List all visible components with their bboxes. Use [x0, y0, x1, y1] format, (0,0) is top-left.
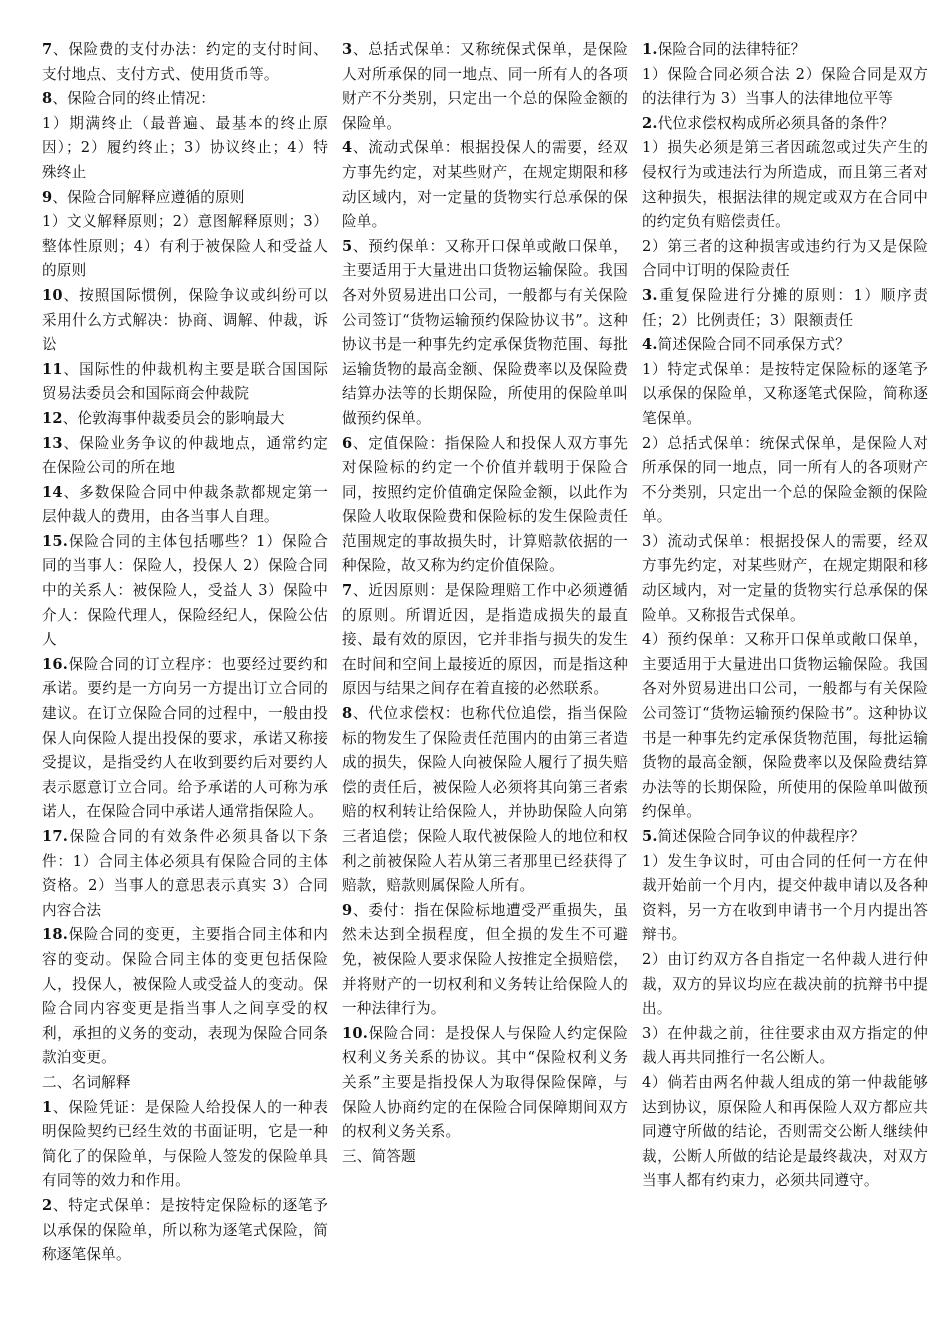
text-column-1	[42, 38, 328, 1324]
paragraph	[42, 186, 328, 211]
paragraph	[642, 850, 928, 948]
paragraph	[42, 284, 328, 358]
item-number: 12	[42, 409, 63, 427]
item-number: 4.	[642, 336, 658, 354]
paragraph-text: 、国际性的仲裁机构主要是联合国国际贸易法委员会和国际商会仲裁院	[42, 360, 328, 403]
paragraph	[42, 358, 328, 407]
paragraph-text: 、流动式保单：根据投保人的需要，经双方事先约定，对某些财产，在规定期限和移动区域内，对一定量的货物实行总承保的保险单。	[342, 139, 628, 231]
paragraph-text: 、多数保险合同中仲裁条款都规定第一层仲裁人的费用，由各当事人自理。	[42, 483, 328, 526]
paragraph	[342, 235, 628, 432]
paragraph	[642, 333, 928, 358]
item-number: 7	[342, 582, 353, 600]
paragraph	[42, 1096, 328, 1194]
item-number: 2.	[642, 114, 658, 132]
paragraph-text: 、委付：指在保险标地遭受严重损失，虽然未达到全损程度，但全损的发生不可避免，被保险人要求保险人按推定全损赔偿，并将财产的一切权利和义务转让给保险人的一种法律行为。	[342, 901, 628, 1018]
paragraph	[42, 923, 328, 1071]
paragraph	[342, 702, 628, 899]
paragraph-text: 三、简答题	[342, 1147, 416, 1165]
item-number: 13	[42, 434, 63, 452]
paragraph-text: 重复保险进行分摊的原则：1）顺序责任；2）比例责任；3）限额责任	[642, 286, 928, 329]
paragraph-text: 、特定式保单：是按特定保险标的逐笔予以承保的保险单，所以称为逐笔式保险，简称逐笔保单。	[42, 1196, 328, 1264]
item-number: 11	[42, 360, 63, 378]
paragraph-text: 简述保险合同不同承保方式？	[657, 336, 850, 354]
paragraph	[642, 136, 928, 234]
paragraph	[42, 407, 328, 432]
paragraph	[342, 579, 628, 702]
paragraph	[642, 1071, 928, 1194]
paragraph-text: 3）流动式保单：根据投保人的需要，经双方事先约定，对某些财产，在规定期限和移动区域内，对一定量的货物实行总承保的保险单。又称报告式保单。	[642, 532, 928, 624]
paragraph-text: 2）第三者的这种损害或违约行为又是保险合同中订明的保险责任	[642, 237, 928, 280]
paragraph-text: 、预约保单：又称开口保单或敞口保单，主要适用于大量进出口货物运输保险。我国各对外贸易进出口公司，一般都与有关保险公司签订“货物运输预约保险协议书”。这种协议书是一种事先约定承保货物范围、每批运输货物的最高金额、保险费率以及保险费结算办法等的长期保险，所使用的保险单叫做预约保单。	[342, 237, 628, 427]
paragraph	[642, 432, 928, 530]
item-number: 10.	[342, 1024, 368, 1042]
item-number: 1.	[642, 41, 658, 58]
item-number: 9	[342, 901, 353, 919]
paragraph-text: 代位求偿权构成所必须具备的条件？	[657, 114, 895, 132]
item-number: 18.	[42, 926, 68, 944]
paragraph	[42, 481, 328, 530]
item-number: 5	[342, 237, 353, 255]
paragraph-text: 保险合同的变更，主要指合同主体和内容的变动。保险合同主体的变更包括保险人，投保人，被保险人或受益人的变动。保险合同内容变更是指当事人之间享受的权利，承担的义务的变动，表现为保险合同条款泊变更。	[42, 926, 328, 1067]
item-number: 7	[42, 41, 53, 58]
paragraph-text: 、按照国际惯例，保险争议或纠纷可以采用什么方式解决：协商、调解、仲裁，诉讼	[42, 286, 328, 354]
paragraph	[642, 284, 928, 333]
paragraph	[642, 38, 928, 63]
paragraph-text: 二、名词解释	[42, 1073, 131, 1091]
paragraph-text: 3）在仲裁之前，往往要求由双方指定的仲裁人再共同推行一名公断人。	[642, 1024, 928, 1067]
paragraph	[42, 530, 328, 653]
paragraph-text: 、保险凭证：是保险人给投保人的一种表明保险契约已经生效的书面证明，它是一种简化了的保险单，与保险人签发的保险单具有同等的效力和作用。	[42, 1098, 328, 1190]
paragraph	[642, 358, 928, 432]
paragraph-text: 、定值保险：指保险人和投保人双方事先对保险标的约定一个价值并载明于保险合同，按照约定价值确定保险金额，以此作为保险人收取保险费和保险标的发生保险责任范围规定的事故损失时，计算赔款依据的一种保险，故又称为约定价值保险。	[342, 434, 628, 575]
paragraph-text: 、保险合同解释应遵循的原则	[52, 188, 245, 206]
paragraph	[342, 136, 628, 234]
paragraph	[42, 112, 328, 186]
paragraph-text: 1）期满终止（最普遍、最基本的终止原因）；2）履约终止；3）协议终止；4）特殊终止	[42, 114, 328, 181]
paragraph-text: 1）损失必须是第三者因疏忽或过失产生的侵权行为或违法行为所造成，而且第三者对这种损失，根据法律的规定或双方在合同中的约定负有赔偿责任。	[642, 139, 928, 231]
item-number: 9	[42, 188, 53, 206]
paragraph	[42, 432, 328, 481]
paragraph-text: 、保险费的支付办法：约定的支付时间、支付地点、支付方式、使用货币等。	[42, 41, 328, 83]
item-number: 8	[42, 90, 53, 108]
paragraph	[642, 948, 928, 1022]
paragraph	[342, 899, 628, 1022]
paragraph-text: 保险合同的主体包括哪些？1）保险合同的当事人：保险人，投保人 2）保险合同中的关系人：被保险人，受益人 3）保险中介人：保险代理人，保险经纪人，保险公估人	[42, 532, 328, 649]
item-number: 10	[42, 286, 63, 304]
paragraph-text: 保险合同的法律特征？	[657, 41, 806, 58]
paragraph-text: 保险合同：是投保人与保险人约定保险权利义务关系的协议。其中“保险权利义务关系”主要是指投保人为取得保险保障，与保险人协商约定的在保险合同保障期间双方的权利义务关系。	[342, 1024, 628, 1141]
paragraph-text: 、伦敦海事仲裁委员会的影响最大	[62, 409, 285, 427]
text-column-2	[342, 38, 628, 1324]
paragraph-text: 、总括式保单：又称统保式保单，是保险人对所承保的同一地点、同一所有人的各项财产不分类别，只定出一个总的保险金额的保险单。	[342, 41, 628, 132]
paragraph	[342, 1022, 628, 1145]
paragraph	[642, 825, 928, 850]
paragraph	[642, 112, 928, 137]
paragraph	[42, 1071, 328, 1096]
paragraph-text: 、保险合同的终止情况：	[52, 90, 216, 108]
paragraph	[42, 653, 328, 825]
item-number: 15.	[42, 532, 68, 550]
paragraph	[42, 1194, 328, 1268]
paragraph	[42, 87, 328, 112]
item-number: 3	[342, 41, 353, 58]
item-number: 8	[342, 705, 353, 723]
paragraph	[642, 1022, 928, 1071]
paragraph-text: 1）发生争议时，可由合同的任何一方在仲裁开始前一个月内，提交仲裁申请以及各种资料，另一方在收到申请书一个月内提出答辩书。	[642, 852, 928, 944]
paragraph	[42, 825, 328, 923]
item-number: 16.	[42, 655, 68, 673]
paragraph-text: 简述保险合同争议的仲裁程序？	[657, 828, 865, 845]
item-number: 5.	[642, 828, 658, 845]
paragraph-text: 保险合同的有效条件必须具备以下条件：1）合同主体必须具有保险合同的主体资格。2）当事人的意思表示真实 3）合同内容合法	[42, 828, 328, 919]
paragraph-text: 1）特定式保单：是按特定保险标的逐笔予以承保的保险单，又称逐笔式保险，简称逐笔保单。	[642, 360, 928, 427]
item-number: 6	[342, 434, 353, 452]
paragraph-text: 1）保险合同必须合法 2）保险合同是双方的法律行为 3）当事人的法律地位平等	[642, 65, 928, 108]
paragraph-text: 4）倘若由两名仲裁人组成的第一仲裁能够达到协议，原保险人和再保险人双方都应共同遵守所做的结论，否则需交公断人继续仲裁，公断人所做的结论是最终裁决，对双方当事人都有约束力，必须共同遵守。	[642, 1073, 928, 1190]
item-number: 14	[42, 483, 63, 501]
paragraph-text: 保险合同的订立程序：也要经过要约和承诺。要约是一方向另一方提出订立合同的建议。在订立保险合同的过程中，一般由投保人向保险人提出投保的要求，承诺又称接受提议，是指受约人在收到要约后对要约人表示愿意订立合同。给予承诺的人可称为承诺人，在保险合同中承诺人通常指保险人。	[42, 655, 328, 821]
paragraph-text: 2）总括式保单：统保式保单，是保险人对所承保的同一地点，同一所有人的各项财产不分类别，只定出一个总的保险金额的保险单。	[642, 434, 928, 526]
paragraph	[642, 63, 928, 112]
item-number: 2	[42, 1196, 53, 1214]
paragraph	[642, 235, 928, 284]
paragraph	[342, 1145, 628, 1170]
paragraph	[342, 38, 628, 136]
paragraph	[642, 628, 928, 825]
paragraph	[342, 432, 628, 580]
paragraph-text: 4）预约保单：又称开口保单或敞口保单，主要适用于大量进出口货物运输保险。我国各对外贸易进出口公司，一般都与有关保险公司签订“货物运输预约保险书”。这种协议书是一种事先约定承保货物范围，每批运输货物的最高金额，保险费率以及保险费结算办法等的长期保险，所使用的保险单叫做预约保单。	[642, 631, 928, 821]
item-number: 1	[42, 1098, 53, 1116]
paragraph-text: 、近因原则：是保险理赔工作中必须遵循的原则。所谓近因，是指造成损失的最直接、最有效的原因，它并非指与损失的发生在时间和空间上最接近的原因，而是指这种原因与结果之间存在着直接的必然联系。	[342, 582, 628, 698]
item-number: 4	[342, 139, 353, 157]
paragraph-text: 2）由订约双方各自指定一名仲裁人进行仲裁，双方的异议均应在裁决前的抗辩书中提出。	[642, 950, 928, 1018]
paragraph	[42, 210, 328, 284]
paragraph-text: 、代位求偿权：也称代位追偿，指当保险标的物发生了保险责任范围内的由第三者造成的损失，保险人向被保险人履行了损失赔偿的责任后，被保险人必须将其向第三者索赔的权利转让给保险人，并协助保险人向第三者追偿；保险人取代被保险人的地位和权利之前被保险人若从第三者那里已经获得了赔款，赔款则属保险人所有。	[342, 705, 628, 895]
paragraph-text: 、保险业务争议的仲裁地点，通常约定在保险公司的所在地	[42, 434, 328, 477]
paragraph	[42, 38, 328, 87]
paragraph-text: 1）文义解释原则；2）意图解释原则；3）整体性原则；4）有利于被保险人和受益人的原则	[42, 213, 328, 280]
item-number: 17.	[42, 828, 68, 845]
paragraph	[642, 530, 928, 628]
text-column-3	[642, 38, 928, 1324]
item-number: 3.	[642, 286, 658, 304]
